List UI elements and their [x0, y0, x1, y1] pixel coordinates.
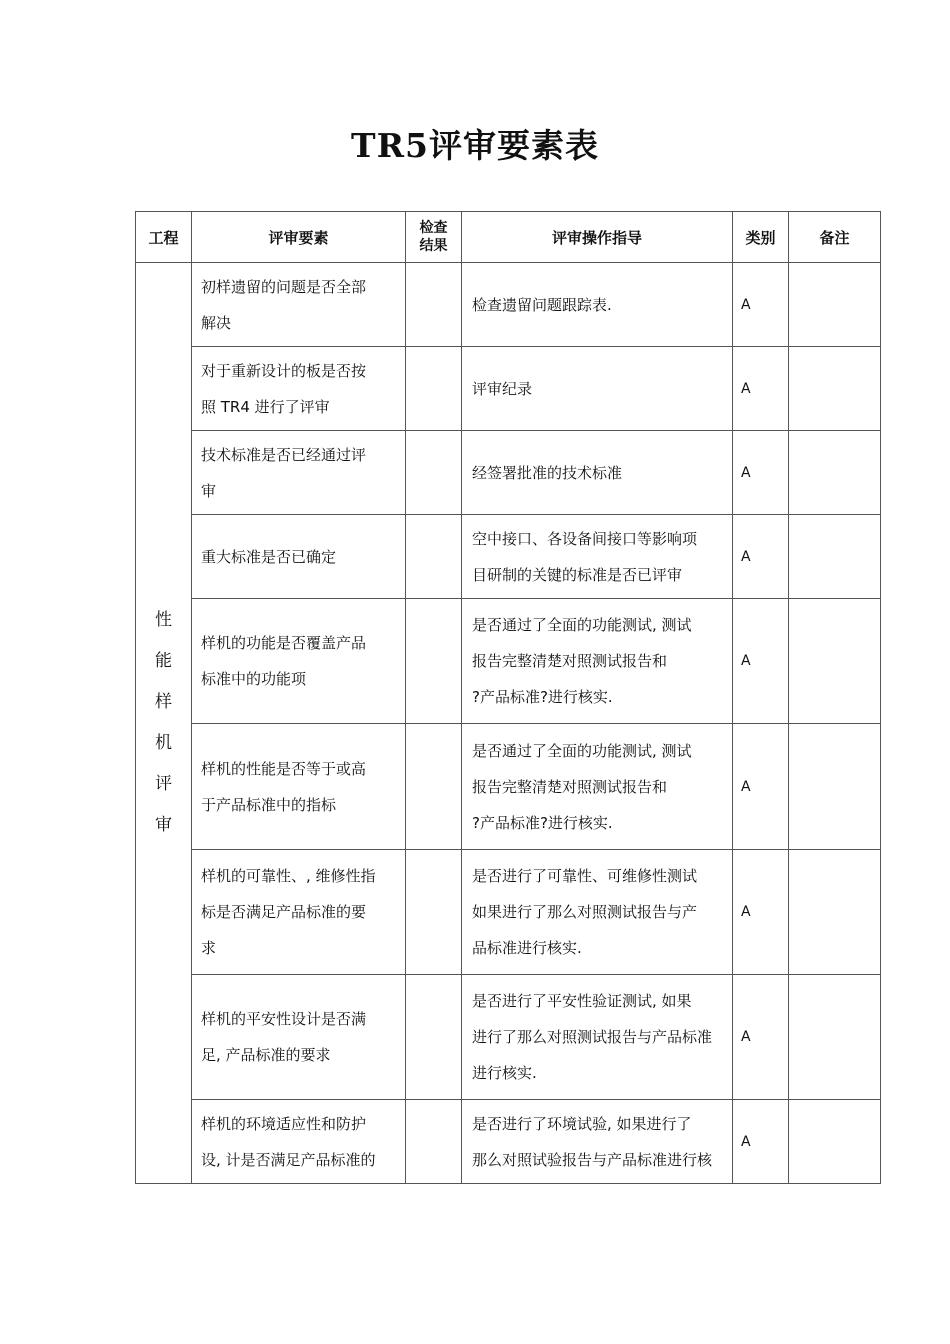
guide-line: 目研制的关键的标准是否已评审 [472, 565, 683, 584]
element-line: 初样遗留的问题是否全部 [201, 277, 367, 296]
guide-line: 进行了那么对照测试报告与产品标准 [472, 1028, 713, 1046]
element-line: 求 [201, 939, 217, 957]
element-cell [192, 347, 406, 431]
remark-cell [789, 724, 881, 850]
header-category: 类别 [733, 212, 789, 263]
result-cell [406, 975, 462, 1100]
element-cell [192, 1100, 406, 1184]
project-char: 评 [155, 774, 172, 794]
element-line: 标是否满足产品标准的要 [201, 903, 367, 921]
project-char: 能 [155, 651, 172, 671]
project-char: 样 [155, 692, 172, 712]
result-cell [406, 850, 462, 975]
guide-line: ?产品标准?进行核实. [472, 688, 613, 706]
guide-cell [462, 1100, 733, 1184]
category-cell: A [733, 1100, 789, 1184]
guide-line: 品标准进行核实. [472, 939, 582, 957]
category-cell: A [733, 599, 789, 724]
element-line: 技术标准是否已经通过评 [201, 445, 367, 464]
table-body [136, 263, 881, 1184]
element-line: 标准中的功能项 [201, 670, 307, 688]
remark-cell [789, 263, 881, 347]
header-result-line1: 检查 [419, 220, 448, 236]
result-cell [406, 599, 462, 724]
table-row [136, 1100, 881, 1184]
guide-cell [462, 347, 733, 431]
guide-cell [462, 599, 733, 724]
guide-line: 报告完整清楚对照测试报告和 [472, 652, 668, 670]
table-row [136, 515, 881, 599]
element-cell [192, 724, 406, 850]
header-result-line2: 结果 [419, 238, 448, 254]
table-row [136, 975, 881, 1100]
category-cell: A [733, 515, 789, 599]
table-row [136, 347, 881, 431]
guide-cell [462, 850, 733, 975]
element-line: 样机的性能是否等于或高 [201, 759, 367, 778]
category-cell: A [733, 724, 789, 850]
element-line: 设, 计是否满足产品标准的 [201, 1150, 376, 1169]
element-line: 照 TR4 进行了评审 [201, 397, 330, 416]
guide-line: 如果进行了那么对照测试报告与产 [472, 903, 698, 921]
guide-line: 报告完整清楚对照测试报告和 [472, 777, 668, 796]
element-cell [192, 599, 406, 724]
header-result [406, 212, 462, 263]
document-title: TR5评审要素表 [351, 126, 599, 165]
remark-cell [789, 431, 881, 515]
guide-line: ?产品标准?进行核实. [472, 813, 613, 832]
project-char: 机 [155, 733, 172, 753]
project-cell [136, 263, 192, 1184]
remark-cell [789, 347, 881, 431]
result-cell [406, 724, 462, 850]
review-elements-table [135, 211, 881, 1184]
guide-line: 空中接口、各设备间接口等影响项 [472, 529, 698, 548]
guide-line: 是否进行了平安性验证测试, 如果 [472, 992, 692, 1010]
category-cell: A [733, 263, 789, 347]
element-line: 样机的平安性设计是否满 [201, 1010, 367, 1028]
element-cell [192, 263, 406, 347]
element-line: 样机的功能是否覆盖产品 [201, 634, 367, 652]
element-line: 对于重新设计的板是否按 [201, 361, 367, 380]
result-cell [406, 515, 462, 599]
element-line: 样机的可靠性、, 维修性指 [201, 867, 376, 885]
guide-cell [462, 431, 733, 515]
guide-cell [462, 515, 733, 599]
project-char: 审 [155, 815, 172, 835]
table-row [136, 263, 881, 347]
guide-line: 检查遗留问题跟踪表. [472, 295, 612, 314]
category-cell: A [733, 431, 789, 515]
element-line: 解决 [201, 313, 232, 332]
remark-cell [789, 599, 881, 724]
result-cell [406, 347, 462, 431]
header-guide: 评审操作指导 [462, 212, 733, 263]
guide-line: 进行核实. [472, 1064, 537, 1082]
table-header-row [136, 212, 881, 263]
element-cell [192, 975, 406, 1100]
table-row [136, 850, 881, 975]
element-line: 于产品标准中的指标 [201, 795, 337, 814]
remark-cell [789, 975, 881, 1100]
category-cell: A [733, 347, 789, 431]
table-row [136, 431, 881, 515]
guide-line: 那么对照试验报告与产品标准进行核 [472, 1150, 713, 1169]
guide-line: 经签署批准的技术标准 [472, 463, 623, 482]
category-cell: A [733, 850, 789, 975]
guide-cell [462, 975, 733, 1100]
header-remark: 备注 [789, 212, 881, 263]
guide-line: 是否通过了全面的功能测试, 测试 [472, 616, 692, 634]
header-project: 工程 [136, 212, 192, 263]
element-cell [192, 515, 406, 599]
guide-line: 是否进行了环境试验, 如果进行了 [472, 1114, 692, 1133]
header-element: 评审要素 [192, 212, 406, 263]
category-cell: A [733, 975, 789, 1100]
guide-line: 是否进行了可靠性、可维修性测试 [472, 867, 698, 885]
remark-cell [789, 1100, 881, 1184]
remark-cell [789, 850, 881, 975]
element-line: 审 [201, 481, 217, 500]
guide-cell [462, 724, 733, 850]
result-cell [406, 1100, 462, 1184]
result-cell [406, 431, 462, 515]
guide-line: 评审纪录 [472, 379, 533, 398]
element-line: 重大标准是否已确定 [201, 547, 337, 566]
element-line: 足, 产品标准的要求 [201, 1046, 331, 1064]
project-char: 性 [155, 610, 172, 630]
table-row [136, 599, 881, 724]
remark-cell [789, 515, 881, 599]
table-row [136, 724, 881, 850]
element-cell [192, 431, 406, 515]
guide-line: 是否通过了全面的功能测试, 测试 [472, 741, 692, 760]
element-cell [192, 850, 406, 975]
guide-cell [462, 263, 733, 347]
result-cell [406, 263, 462, 347]
element-line: 样机的环境适应性和防护 [201, 1114, 367, 1133]
